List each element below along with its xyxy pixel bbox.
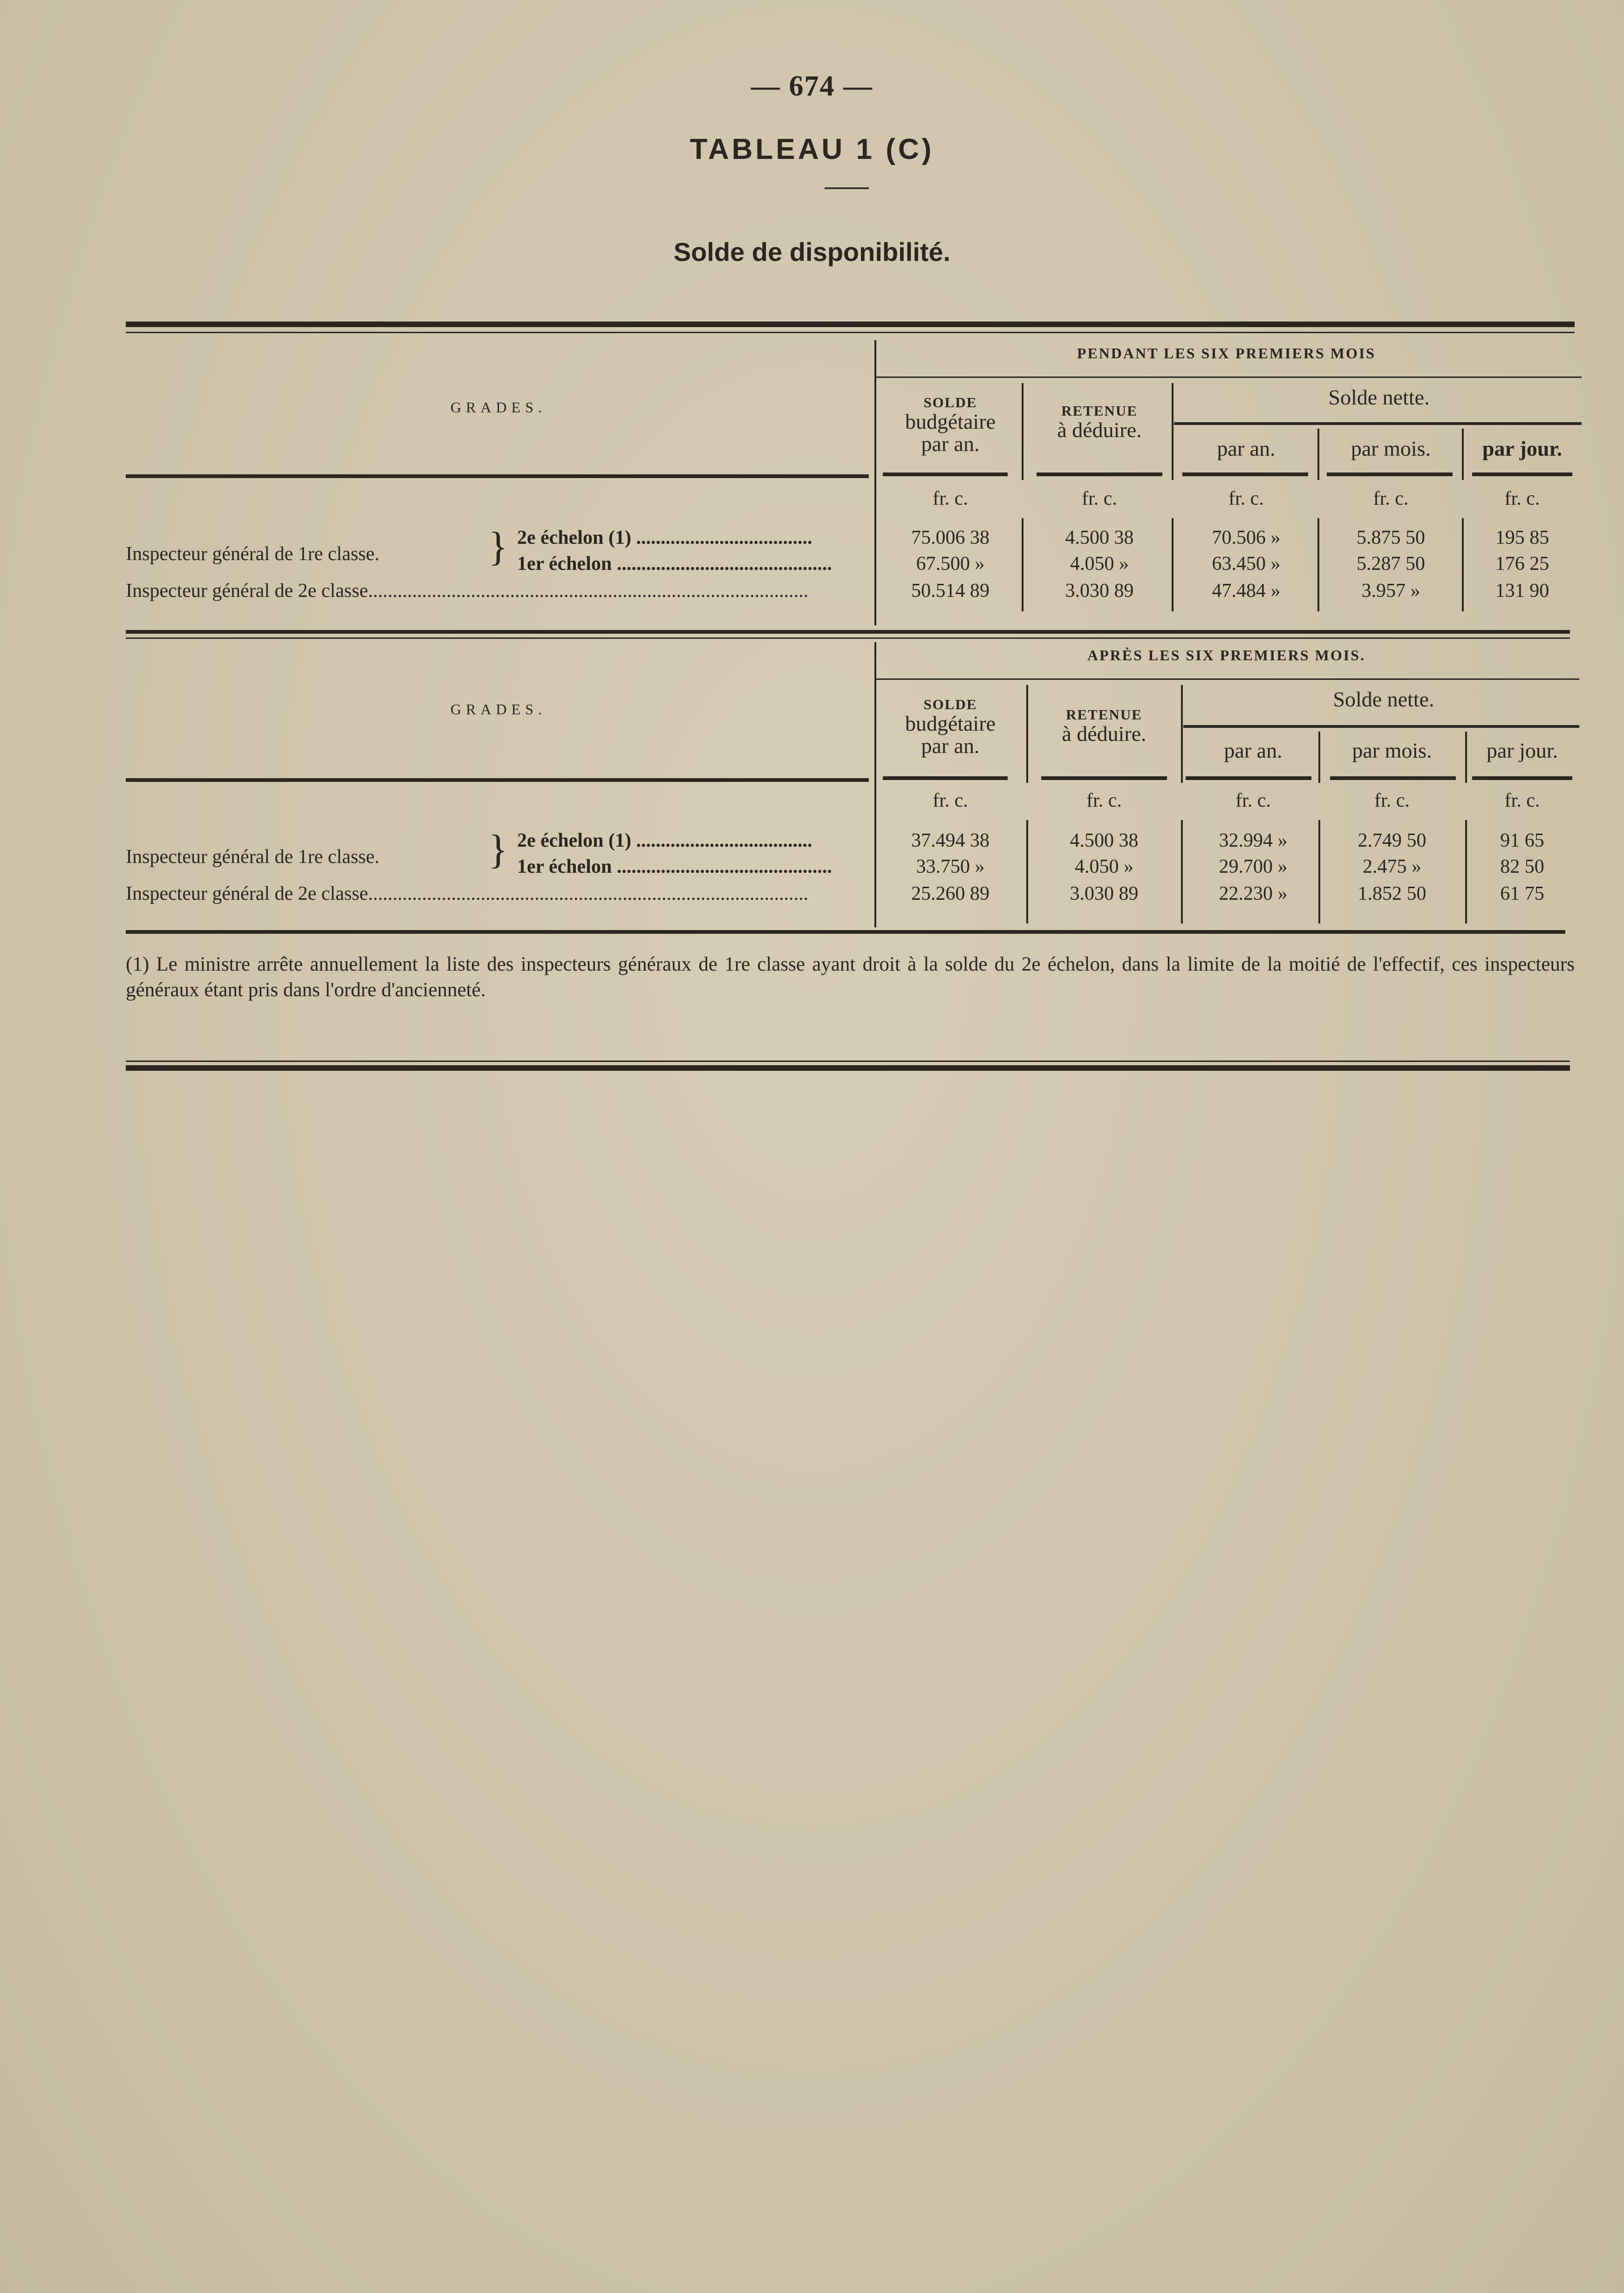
- grades-divider: [874, 642, 876, 927]
- section-rule-thin: [126, 637, 1570, 639]
- unit-label: fr. c.: [1504, 488, 1540, 509]
- grades-rule: [126, 778, 869, 782]
- solde-large: budgétaire: [905, 409, 996, 433]
- col-divider: [1465, 732, 1467, 783]
- echelon-label: 1er échelon ............................................: [517, 856, 832, 877]
- cell: 3.030 89: [1070, 883, 1139, 904]
- cell: 61 75: [1500, 883, 1544, 904]
- solde-small: SOLDE: [923, 394, 977, 411]
- header-rule: [1327, 472, 1453, 476]
- unit-label: fr. c.: [1373, 488, 1409, 509]
- cell: 25.260 89: [911, 883, 989, 904]
- echelon-text: 2e échelon (1): [517, 830, 631, 851]
- cell: 3.957 »: [1361, 580, 1420, 602]
- header-rule: [1186, 776, 1311, 780]
- par-mois-header: par mois.: [1352, 739, 1432, 762]
- header-rule: [883, 472, 1008, 476]
- solde-header: [878, 697, 1023, 757]
- col-divider: [1181, 685, 1183, 783]
- cell: 4.500 38: [1070, 830, 1139, 851]
- cell: 4.500 38: [1065, 527, 1134, 548]
- top-rule: [126, 322, 1575, 327]
- echelon-text: 1er échelon: [517, 553, 612, 575]
- retenue-header: [1030, 707, 1179, 745]
- brace: }: [488, 827, 508, 872]
- col-divider: [1465, 820, 1467, 924]
- cell: 82 50: [1500, 856, 1544, 877]
- solde-nette-rule: [1174, 422, 1582, 425]
- header-rule: [1037, 472, 1162, 476]
- retenue-small: RETENUE: [1066, 706, 1142, 723]
- col-divider: [1026, 820, 1028, 924]
- solde-large2: par an.: [921, 733, 980, 758]
- cell: 32.994 »: [1219, 830, 1288, 851]
- grades-header: GRADES.: [450, 399, 546, 416]
- col-divider: [1462, 518, 1464, 611]
- cell: 2.749 50: [1358, 830, 1426, 851]
- col-divider: [1317, 518, 1319, 611]
- cell: 22.230 »: [1219, 883, 1288, 904]
- retenue-large: à déduire.: [1062, 721, 1146, 746]
- page-title: TABLEAU 1 (C): [689, 133, 935, 165]
- col-divider: [1318, 732, 1320, 783]
- cell: 195 85: [1495, 527, 1549, 548]
- page-subtitle: Solde de disponibilité.: [673, 237, 951, 267]
- par-mois-header: par mois.: [1351, 437, 1431, 460]
- cell: 63.450 »: [1212, 553, 1281, 575]
- unit-label: fr. c.: [1504, 790, 1540, 811]
- retenue-header: [1025, 404, 1174, 441]
- col-divider: [1181, 820, 1183, 924]
- solde-nette-header: Solde nette.: [1328, 385, 1430, 409]
- heading-rule: [876, 376, 1582, 378]
- col-divider: [1022, 383, 1024, 480]
- grades-header: GRADES.: [450, 701, 546, 718]
- cell: 33.750 »: [916, 856, 985, 877]
- solde-small: SOLDE: [923, 696, 977, 712]
- cell: 70.506 »: [1212, 527, 1281, 548]
- row-label-text: Inspecteur général de 2e classe: [126, 580, 368, 602]
- echelon-label: 2e échelon (1) ....................................: [517, 527, 812, 548]
- cell: 4.050 »: [1075, 856, 1133, 877]
- top-rule-thin: [126, 332, 1575, 333]
- heading-rule: [876, 678, 1579, 680]
- header-rule: [883, 776, 1008, 780]
- solde-large2: par an.: [921, 431, 980, 456]
- footnote: (1) Le ministre arrête annuellement la liste des inspecteurs généraux de 1re classe ayant droit à la solde du 2e échelon, dans la limite de la moitié de l'effectif, ces inspecteurs généraux étant pris dans l'ordre d'ancienneté.: [126, 953, 1575, 1001]
- col-divider: [1172, 383, 1174, 480]
- row-label-text: Inspecteur général de 2e classe: [126, 883, 368, 904]
- solde-header: [878, 395, 1023, 455]
- unit-label: fr. c.: [1082, 488, 1117, 509]
- par-an-header: par an.: [1217, 437, 1276, 460]
- unit-label: fr. c.: [1235, 790, 1271, 811]
- solde-nette-rule: [1183, 725, 1579, 728]
- header-rule: [1041, 776, 1167, 780]
- title-underline: [825, 187, 869, 189]
- cell: 176 25: [1495, 553, 1549, 575]
- page-number: — 674 —: [751, 70, 873, 102]
- cell: 2.475 »: [1363, 856, 1421, 877]
- header-rule: [1330, 776, 1456, 780]
- par-jour-header: par jour.: [1482, 437, 1563, 460]
- cell: 75.006 38: [911, 527, 989, 548]
- header-rule: [1472, 472, 1572, 476]
- cell: 1.852 50: [1358, 883, 1426, 904]
- solde-nette-header: Solde nette.: [1333, 687, 1434, 711]
- unit-label: fr. c.: [933, 488, 968, 509]
- row-label: Inspecteur général de 2e classe..........................................................................................: [126, 883, 809, 904]
- grades-rule: [126, 474, 869, 478]
- cell: 29.700 »: [1219, 856, 1288, 877]
- header-rule: [1472, 776, 1572, 780]
- brace: }: [488, 524, 508, 569]
- cell: 37.494 38: [911, 830, 989, 851]
- cell: 3.030 89: [1065, 580, 1134, 602]
- unit-label: fr. c.: [933, 790, 968, 811]
- grades-divider: [874, 340, 876, 625]
- col-divider: [1026, 685, 1028, 783]
- col-divider: [1462, 429, 1464, 480]
- row-group-label: Inspecteur général de 1re classe.: [126, 543, 380, 565]
- echelon-text: 1er échelon: [517, 856, 612, 877]
- header-rule: [1182, 472, 1308, 476]
- echelon-text: 2e échelon (1): [517, 527, 631, 548]
- bottom-rule: [126, 930, 1565, 934]
- cell: 47.484 »: [1212, 580, 1281, 602]
- cell: 91 65: [1500, 830, 1544, 851]
- cell: 50.514 89: [911, 580, 989, 602]
- cell: 67.500 »: [916, 553, 985, 575]
- section-rule: [126, 630, 1570, 634]
- unit-label: fr. c.: [1374, 790, 1410, 811]
- cell: 5.875 50: [1357, 527, 1425, 548]
- par-jour-header: par jour.: [1486, 739, 1558, 762]
- section-heading: PENDANT LES SIX PREMIERS MOIS: [1077, 345, 1376, 362]
- cell: 5.287 50: [1357, 553, 1425, 575]
- par-an-header: par an.: [1224, 739, 1283, 762]
- echelon-label: 2e échelon (1) ....................................: [517, 830, 812, 851]
- echelon-label: 1er échelon ............................................: [517, 553, 832, 575]
- retenue-small: RETENUE: [1061, 403, 1138, 419]
- solde-large: budgétaire: [905, 711, 996, 735]
- retenue-large: à déduire.: [1057, 418, 1142, 442]
- cell: 4.050 »: [1070, 553, 1129, 575]
- section-heading: APRÈS LES SIX PREMIERS MOIS.: [1087, 647, 1365, 664]
- unit-label: fr. c.: [1086, 790, 1122, 811]
- col-divider: [1317, 429, 1319, 480]
- row-label: Inspecteur général de 2e classe..........................................................................................: [126, 580, 809, 602]
- unit-label: fr. c.: [1228, 488, 1264, 509]
- closing-rule: [126, 1065, 1570, 1071]
- closing-rule-thin: [126, 1061, 1570, 1062]
- row-group-label: Inspecteur général de 1re classe.: [126, 846, 380, 868]
- cell: 131 90: [1495, 580, 1549, 602]
